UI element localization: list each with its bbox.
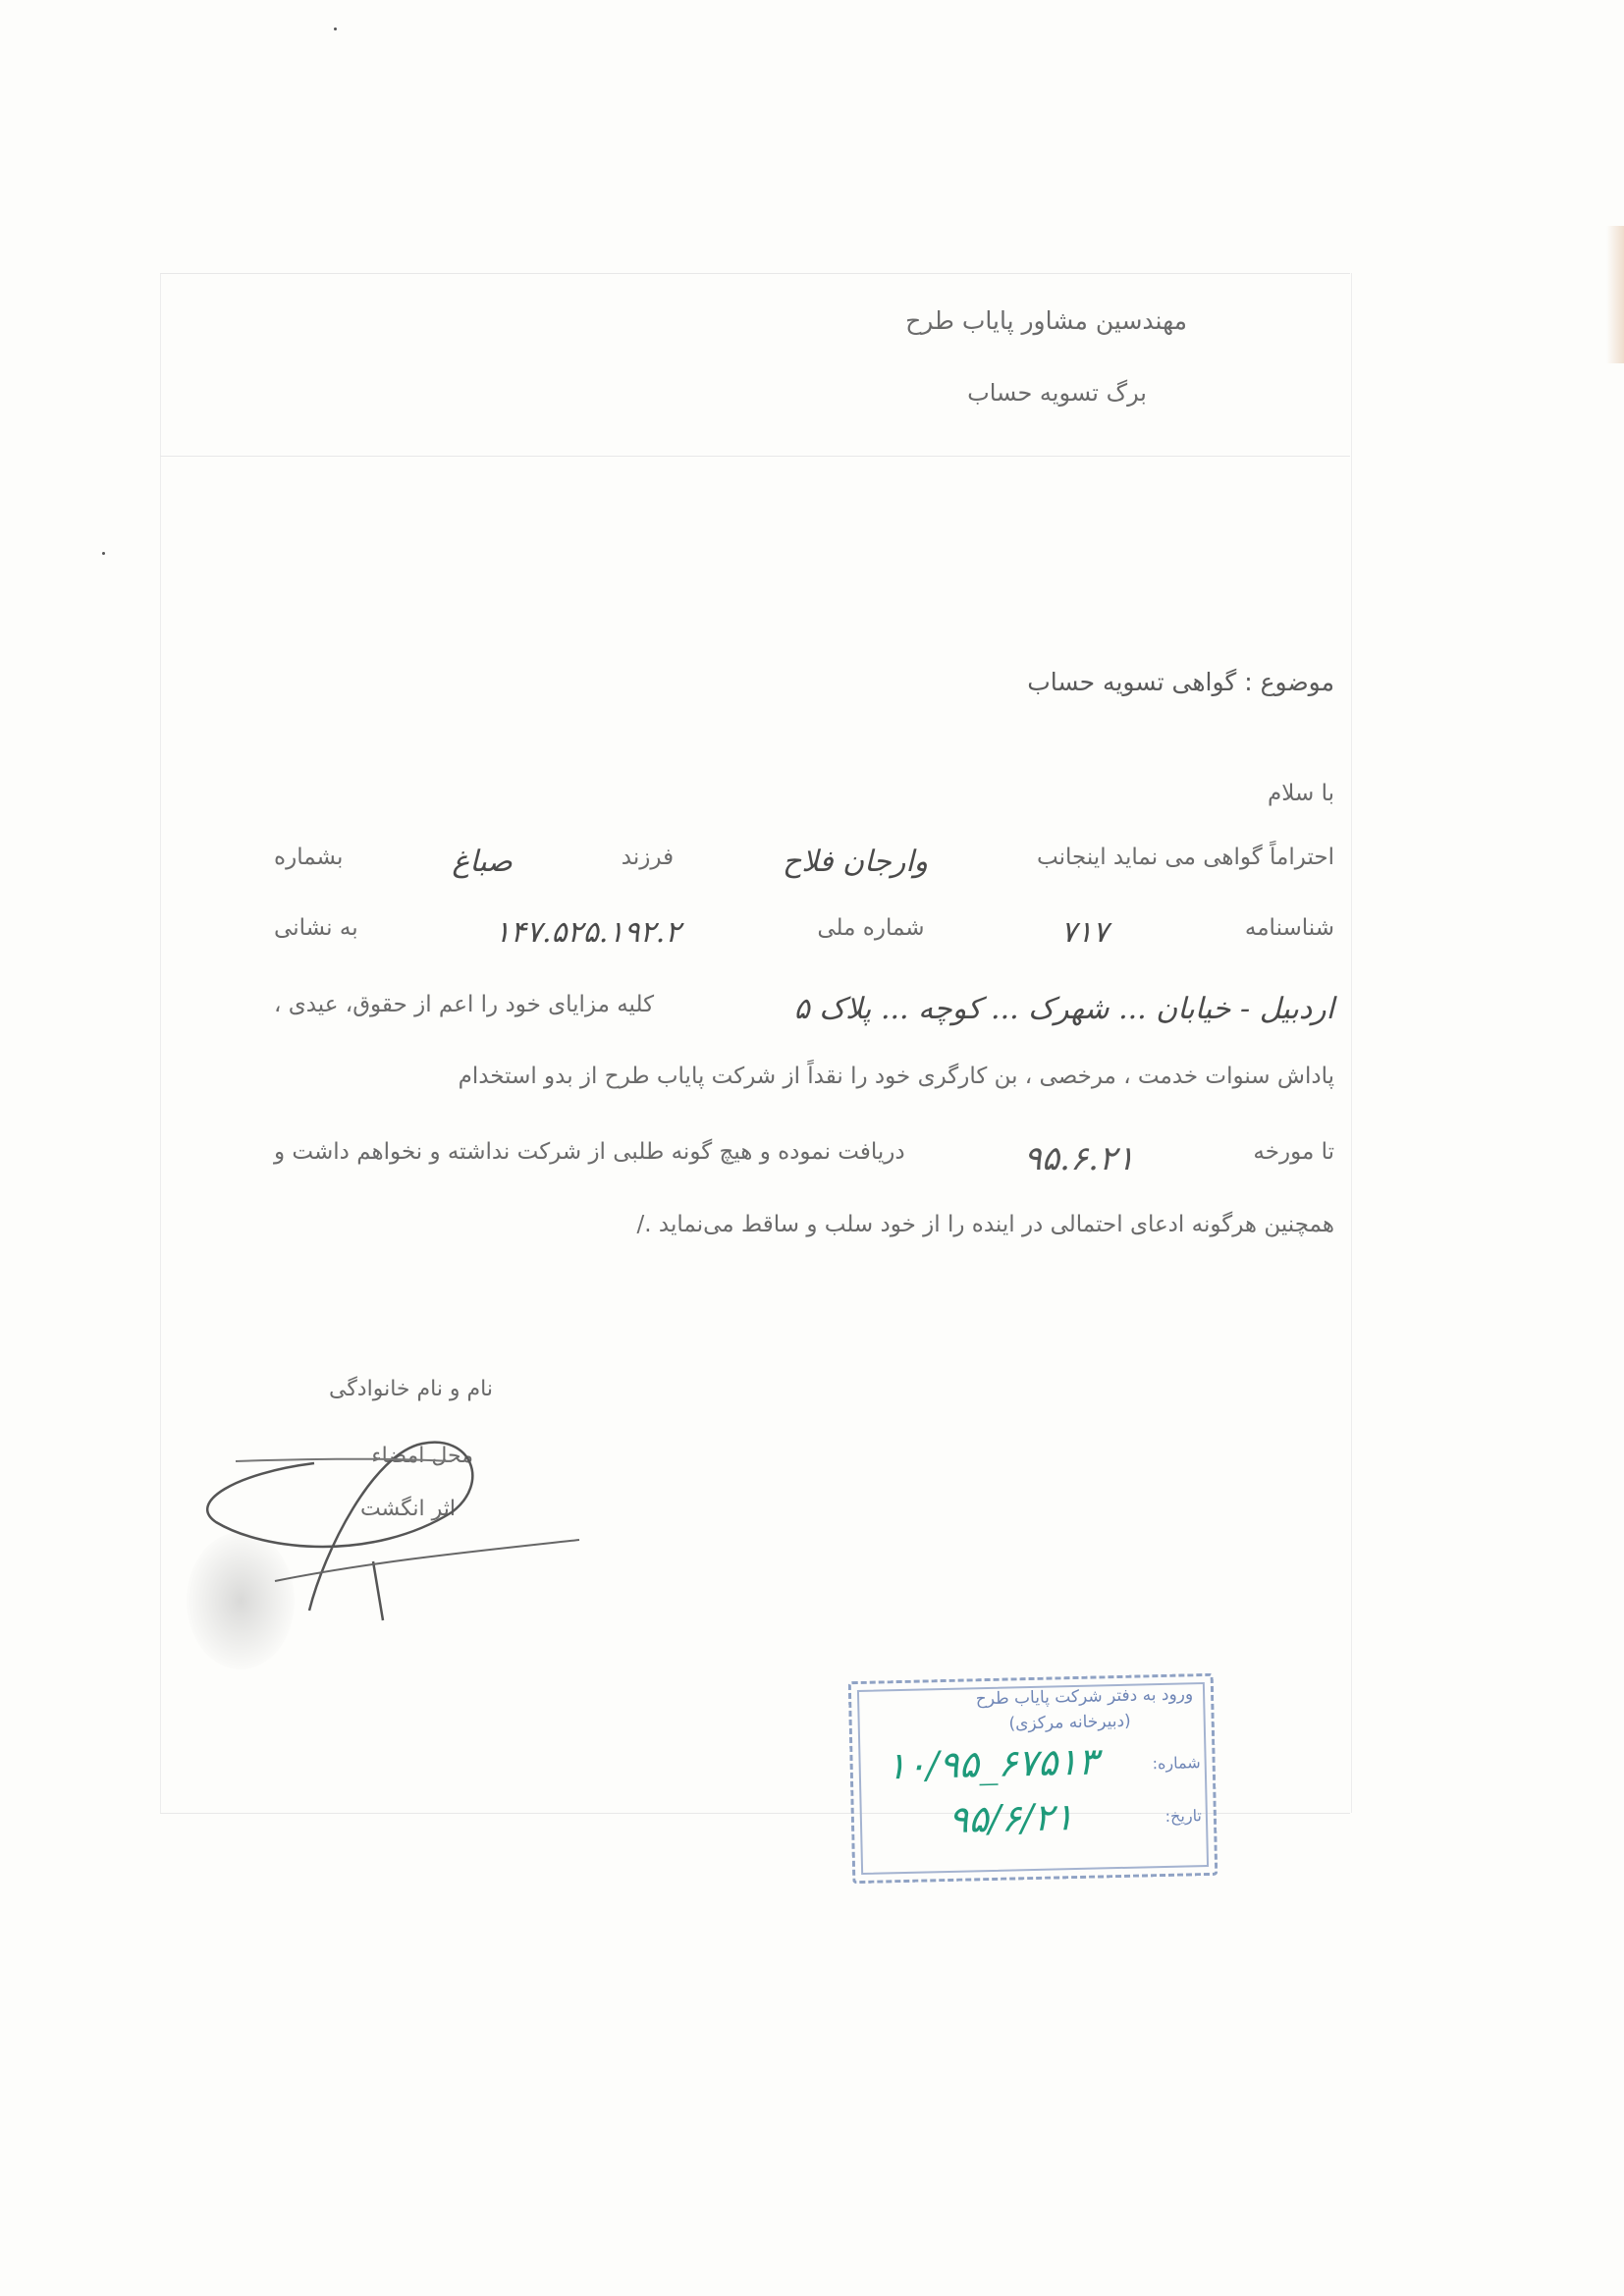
registration-stamp [848,1673,1218,1884]
handwritten-address: اردبیل - خیابان ... شهرک ... کوچه ... پلاک ۵ [793,992,1334,1026]
handwritten-national-id: ۱۴۷.۵۲۵.۱۹۲.۲ [494,915,681,950]
body-text: کلیه مزایای خود را اعم از حقوق، عیدی ، [274,992,655,1017]
thumbprint-label: اثر انگشت [360,1497,456,1521]
stamp-date-label: تاریخ: [1164,1806,1203,1826]
body-line-3 [274,992,1334,1026]
body-text: فرزند [621,845,675,870]
body-text: احتراماً گواهی می نماید اینجانب [1037,845,1334,870]
stamp-subtitle: (دبیرخانه مرکزی) [1008,1711,1131,1734]
handwritten-father-name: صباغ [452,845,513,879]
signature-place-label: محل امضاء [371,1444,473,1468]
scan-speck [102,552,105,555]
name-label: نام و نام خانوادگی [328,1377,493,1401]
form-title: برگ تسویه حساب [967,379,1147,407]
body-text: شماره ملی [817,915,925,941]
greeting: با سلام [1268,781,1334,806]
body-text: شناسنامه [1244,915,1334,941]
body-line-2 [274,915,1334,950]
body-line-5 [274,1139,1334,1178]
handwritten-date: ۹۵.۶.۲۱ [1023,1139,1135,1178]
frame-top-line [160,273,1350,274]
body-line-4: پاداش سنوات خدمت ، مرخصی ، بن کارگری خود را نقداً از شرکت پایاب طرح از بدو استخدام [458,1064,1334,1089]
signature [177,1414,589,1650]
stamp-number: ۱۰/۹۵_۶۷۵۱۳ [886,1739,1099,1788]
body-text: بشماره [274,845,344,870]
edge-stain [1606,226,1624,363]
scan-speck [334,27,337,30]
body-line-6: همچنین هرگونه ادعای احتمالی در اینده را از خود سلب و ساقط می‌نماید ./ [636,1212,1334,1237]
body-text: تا مورخه [1253,1139,1334,1165]
handwritten-name: وارجان فلاح [782,845,929,879]
company-name: مهندسین مشاور پایاب طرح [905,306,1187,335]
body-line-1 [274,845,1334,879]
header-divider [160,456,1350,457]
stamp-title: ورود به دفتر شرکت پایاب طرح [975,1684,1194,1710]
handwritten-id-number: ۷۱۷ [1060,915,1109,950]
subject-line: موضوع : گواهی تسویه حساب [1027,668,1334,696]
stamp-number-label: شماره: [1152,1753,1201,1774]
stamp-date: ۹۵/۶/۲۱ [947,1795,1075,1841]
body-text: به نشانی [274,915,358,941]
body-text: دریافت نموده و هیچ گونه طلبی از شرکت نداشته و نخواهم داشت و [274,1139,905,1165]
